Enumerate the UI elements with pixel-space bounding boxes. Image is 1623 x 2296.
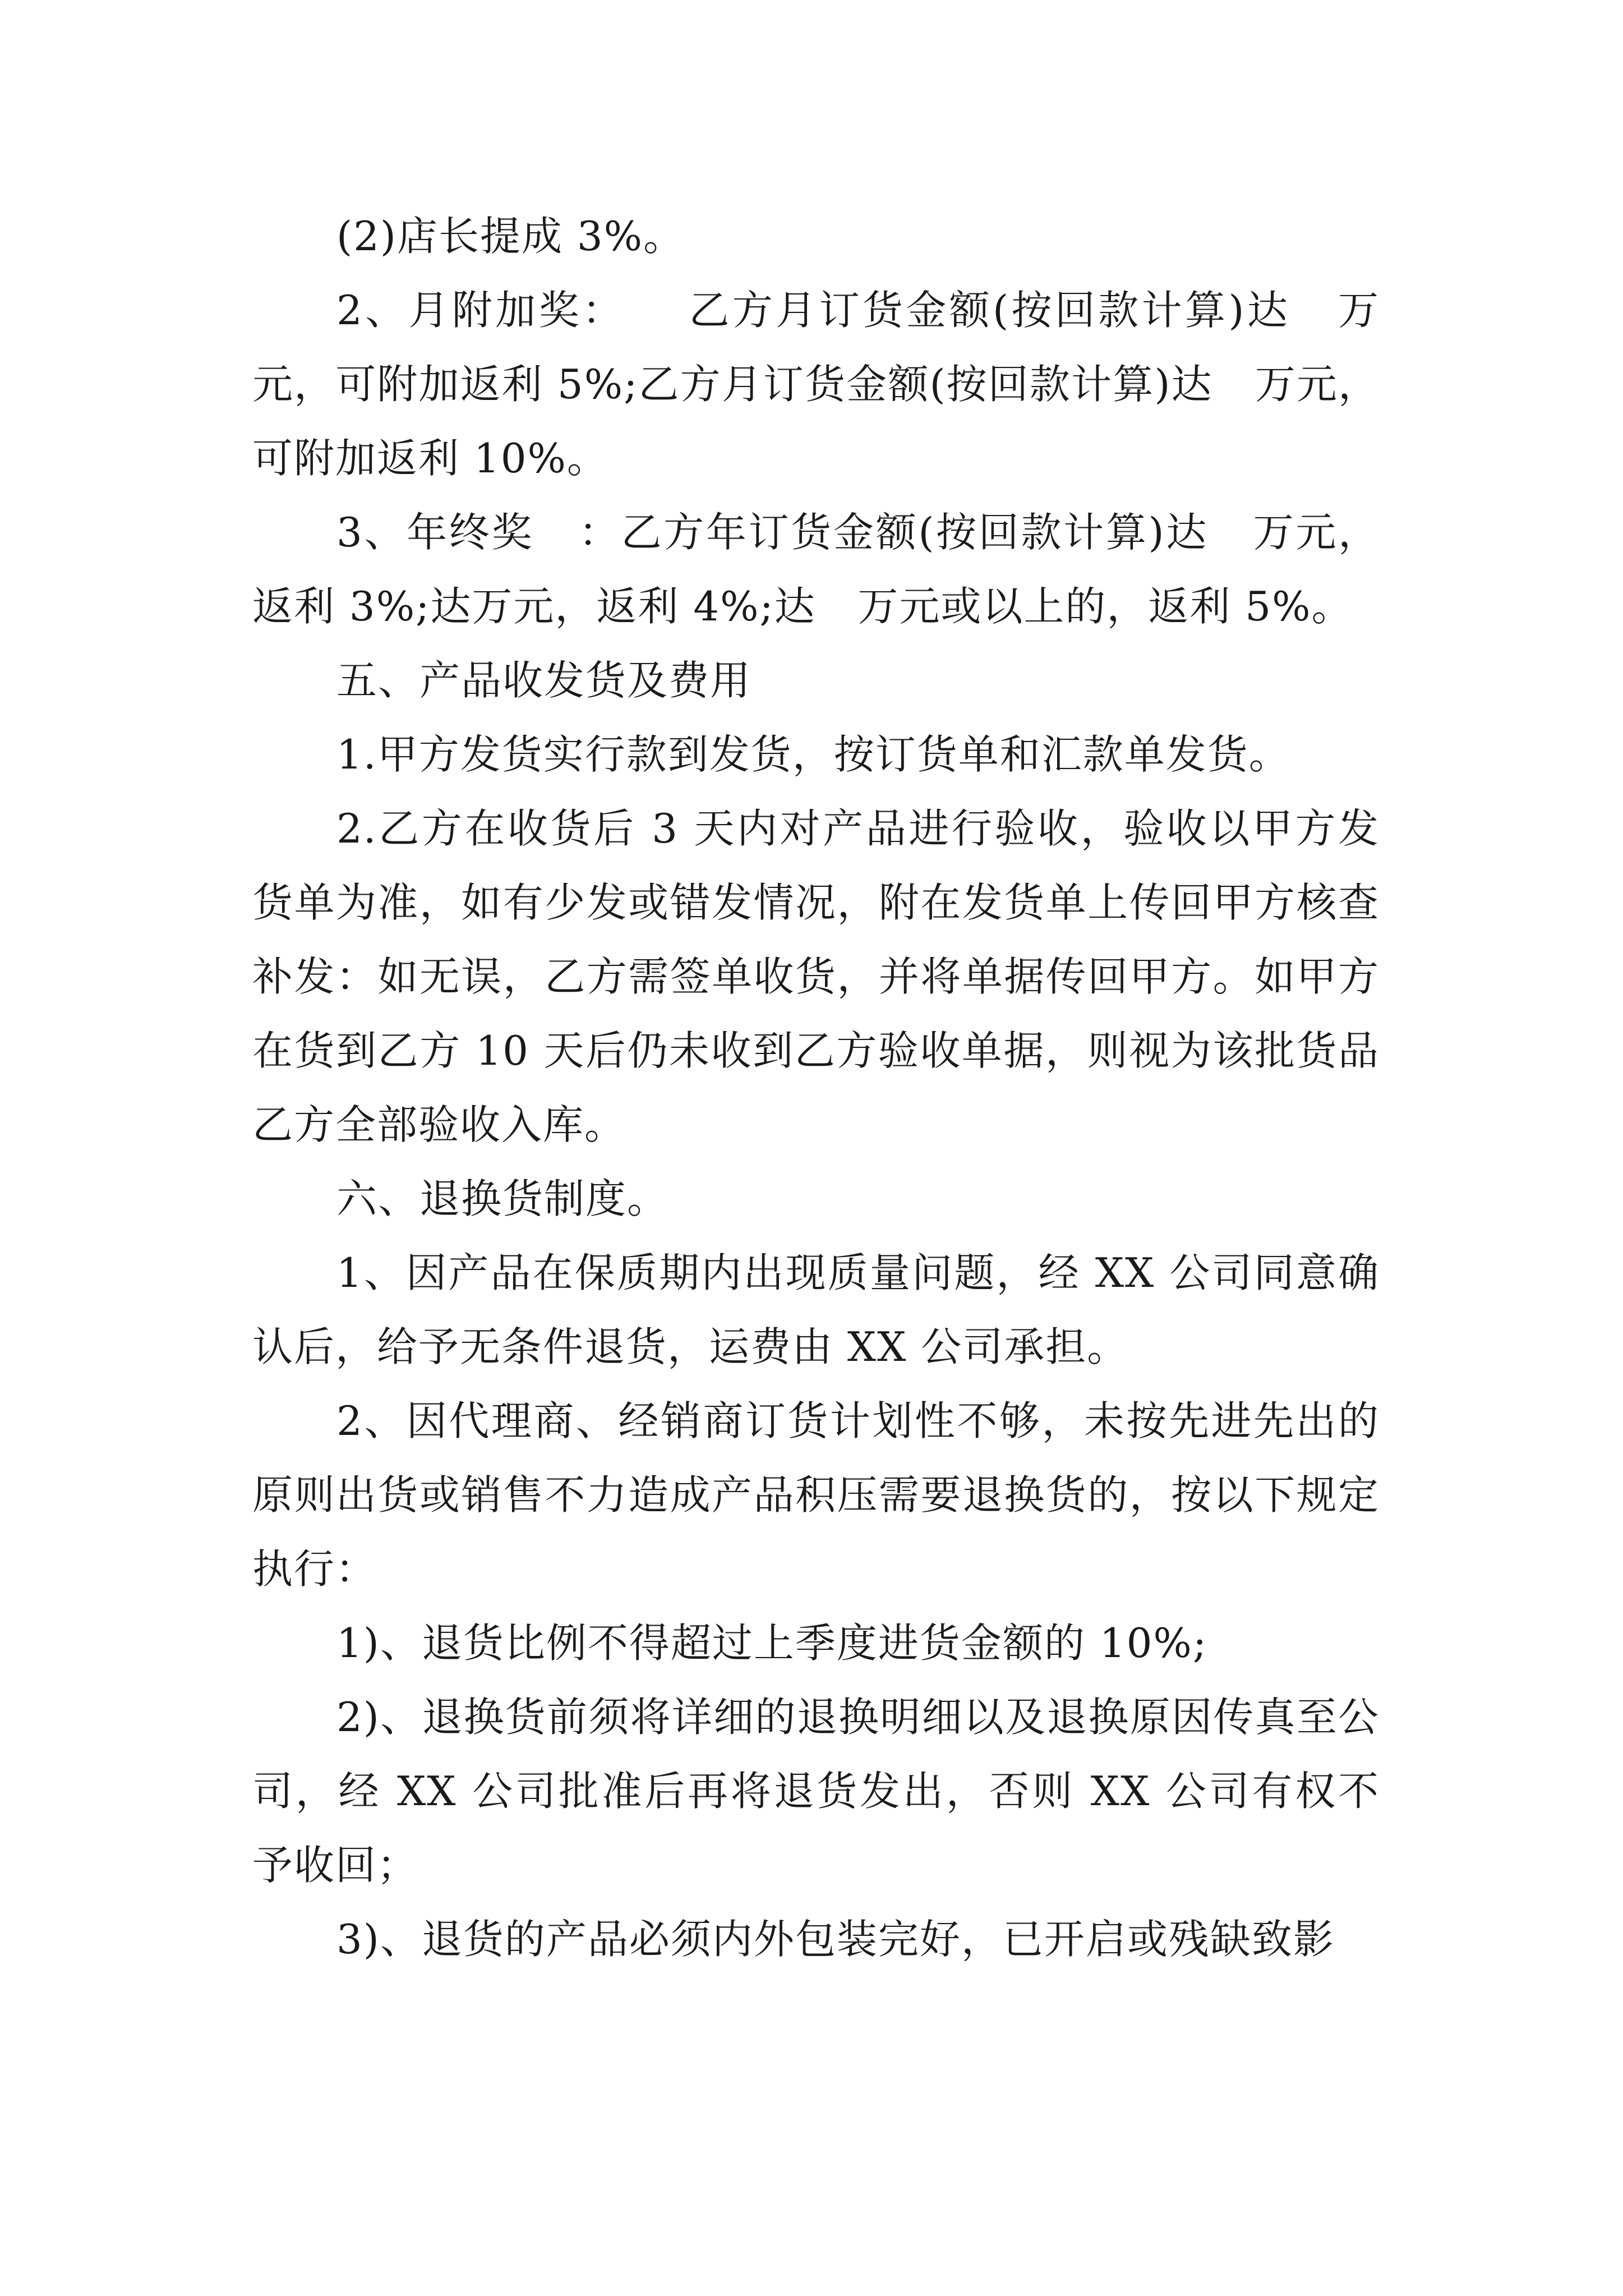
document-body <box>252 199 1380 1976</box>
paragraph-monthly-bonus: 2、月附加奖： 乙方月订货金额(按回款计算)达 万元，可附加返利 5%;乙方月订货金额(按回款计算)达 万元，可附加返利 10%。 <box>252 287 1380 482</box>
paragraph-store-manager-commission: (2)店长提成 3%。 <box>336 213 685 260</box>
paragraph-returns-item-1: 1)、退货比例不得超过上季度进货金额的 10%; <box>336 1619 1208 1667</box>
paragraph-shipping-rule-1: 1.甲方发货实行款到发货，按订货单和汇款单发货。 <box>336 731 1290 778</box>
section-heading-shipping: 五、产品收发货及费用 <box>336 657 752 704</box>
paragraph-returns-rule-1: 1、因产品在保质期内出现质量问题，经 XX 公司同意确认后，给予无条件退货，运费由 XX 公司承担。 <box>252 1249 1380 1370</box>
paragraph-shipping-rule-2: 2.乙方在收货后 3 天内对产品进行验收，验收以甲方发货单为准，如有少发或错发情况，附在发货单上传回甲方核查补发：如无误，乙方需签单收货，并将单据传回甲方。如甲方在货到乙方 10 天后仍未收到乙方验收单据，则视为该批货品乙方全部验收入库。 <box>252 805 1380 1148</box>
paragraph-returns-item-2: 2)、退换货前须将详细的退换明细以及退换原因传真至公司，经 XX 公司批准后再将退货发出，否则 XX 公司有权不予收回； <box>252 1694 1380 1889</box>
paragraph-returns-item-3: 3)、退货的产品必须内外包装完好，已开启或残缺致影 <box>336 1916 1335 1963</box>
paragraph-annual-bonus: 3、年终奖 ：乙方年订货金额(按回款计算)达 万元，返利 3%;达万元，返利 4%;达 万元或以上的，返利 5%。 <box>252 509 1380 630</box>
paragraph-returns-rule-2: 2、因代理商、经销商订货计划性不够，未按先进先出的原则出货或销售不力造成产品积压需要退换货的，按以下规定执行： <box>252 1397 1380 1593</box>
section-heading-returns: 六、退换货制度。 <box>336 1175 669 1222</box>
